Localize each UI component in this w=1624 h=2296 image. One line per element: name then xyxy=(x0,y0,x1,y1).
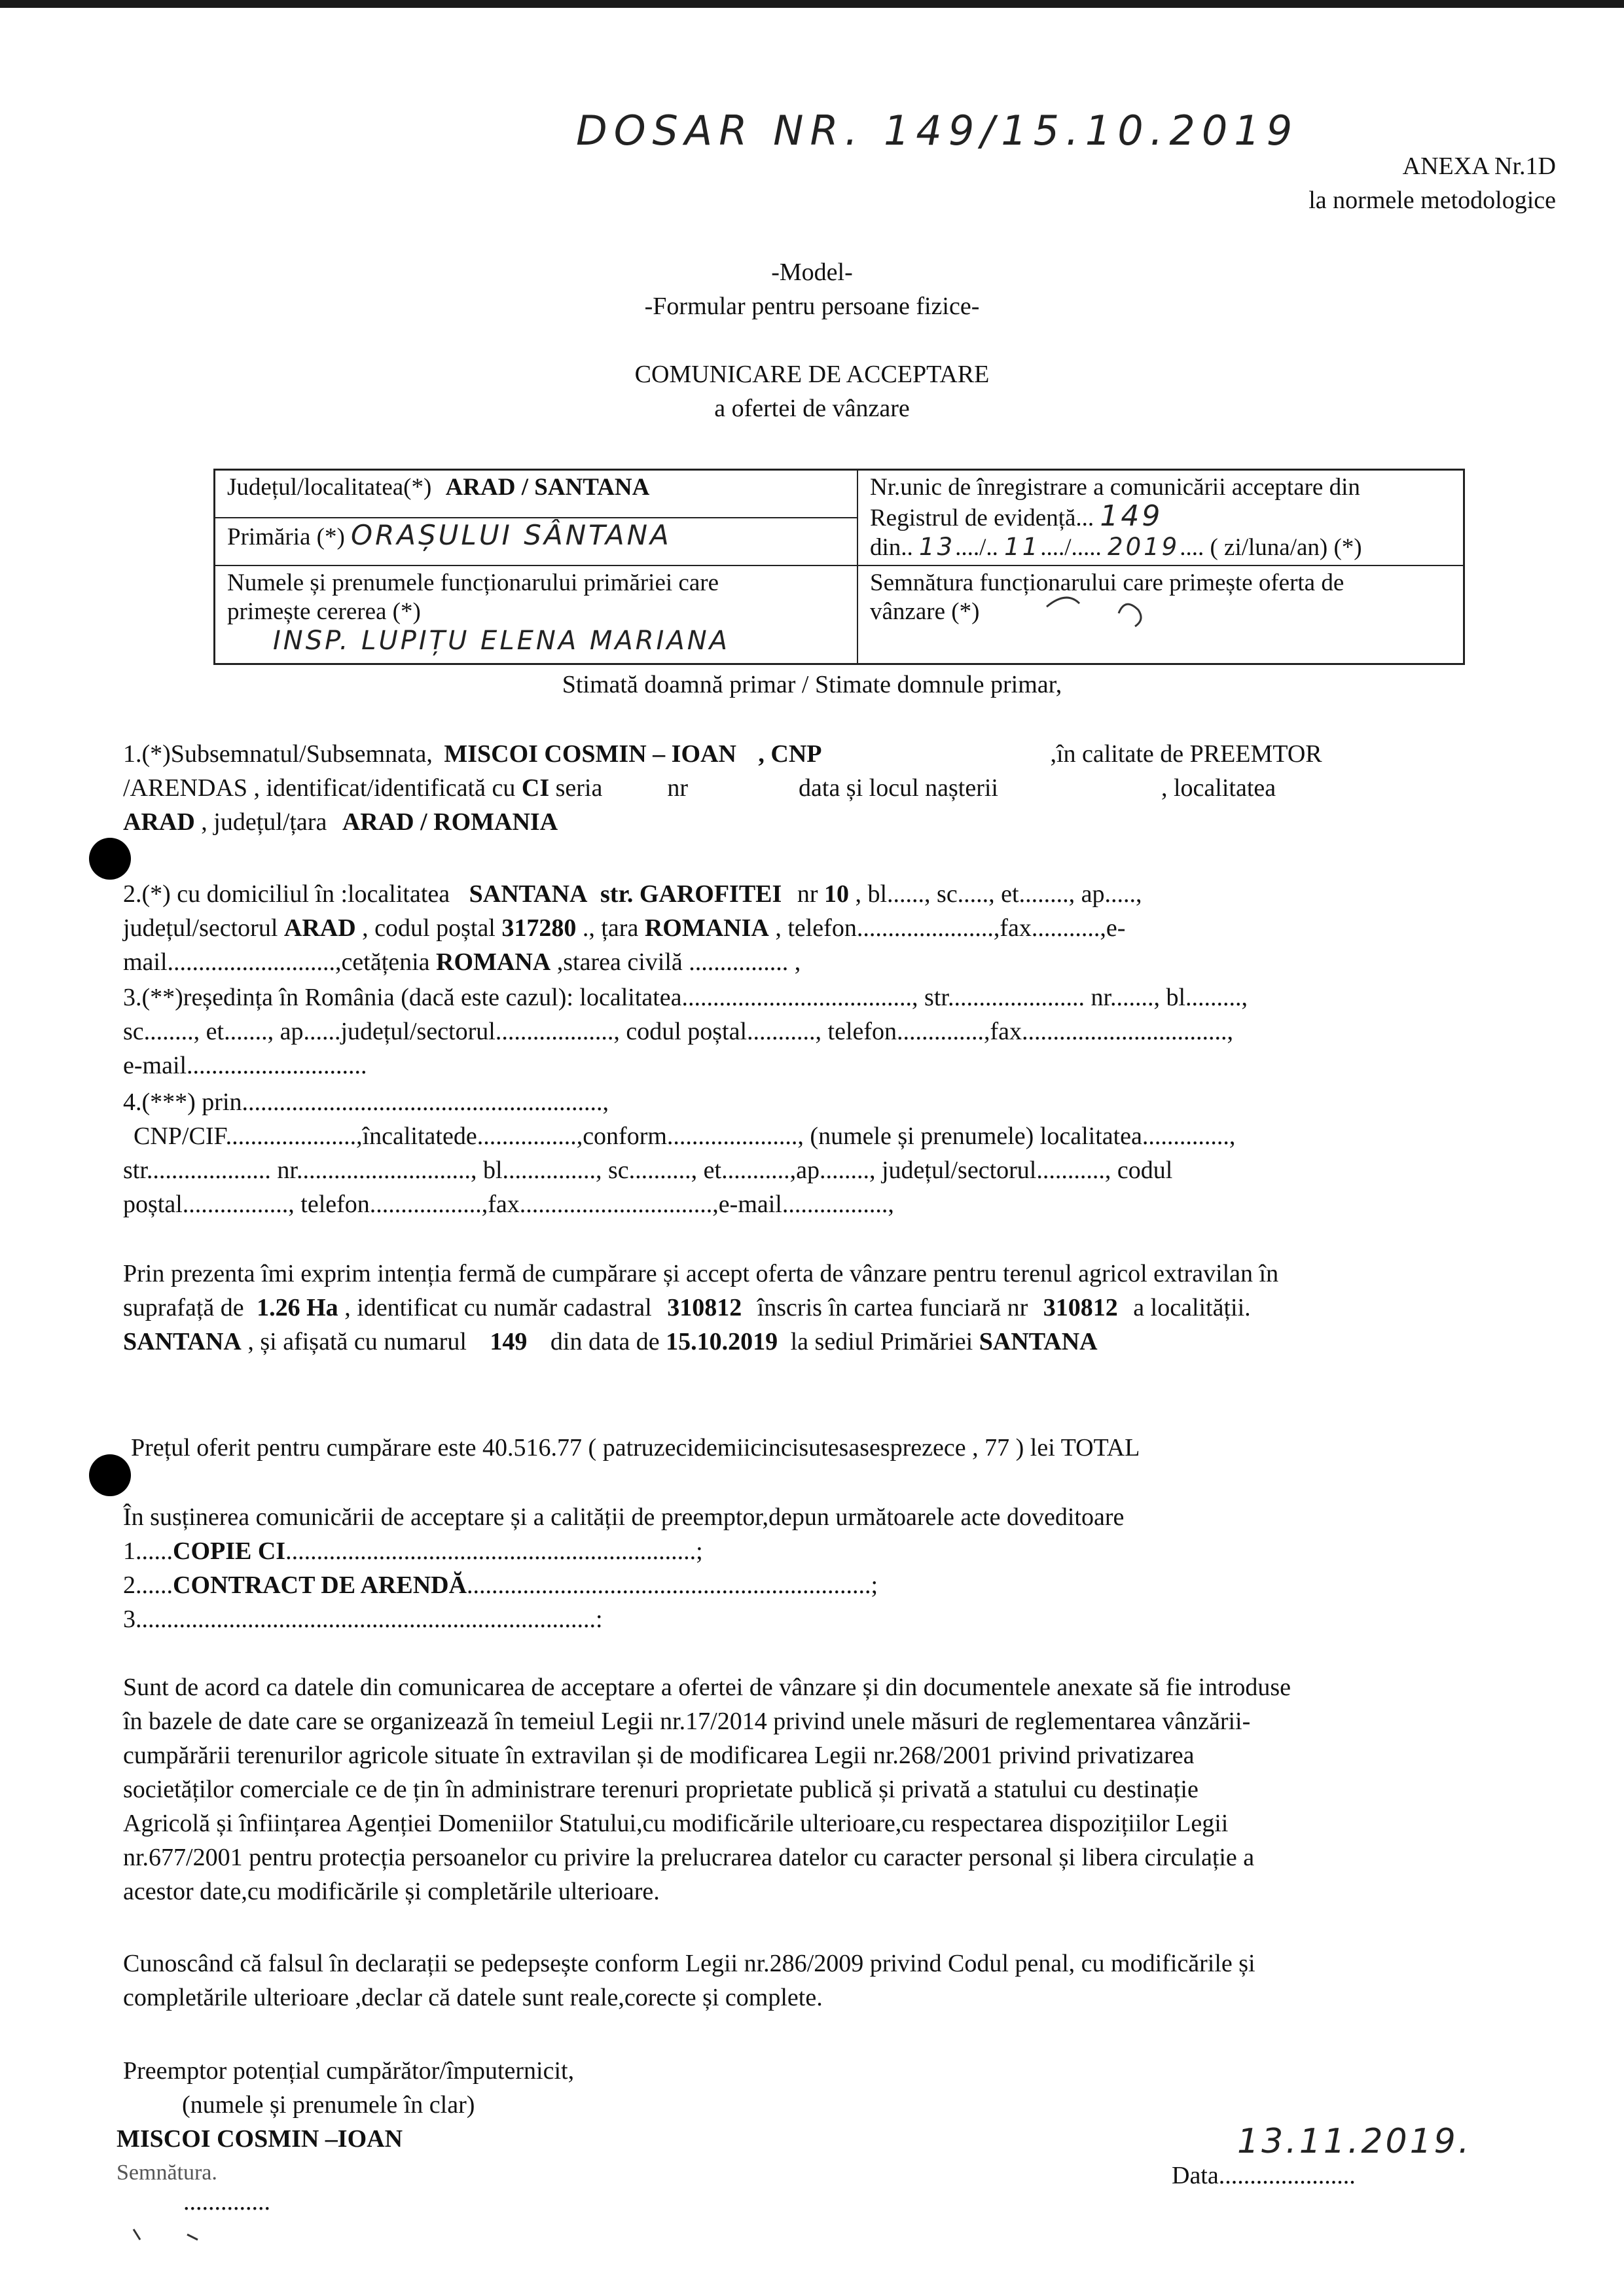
domicile-street: GAROFITEI xyxy=(639,880,782,908)
residence-line-1: 3.(**)reședința în România (dacă este cazul): localitatea....................................., str...................... nr......., bl........., xyxy=(123,984,1248,1011)
scan-mark xyxy=(131,2225,209,2251)
intention-line-3 xyxy=(123,1326,1537,1357)
section-domicile xyxy=(123,878,1537,978)
domicile-country: ROMANIA xyxy=(644,914,769,942)
document-1-name: COPIE CI xyxy=(173,1537,286,1565)
functionar-cell xyxy=(215,565,858,664)
din-month: 11 xyxy=(1004,533,1041,561)
id-type: CI xyxy=(521,774,550,802)
nr-inregistrare-cell xyxy=(857,470,1464,566)
text: , localitatea xyxy=(1161,774,1276,802)
text: 2...... xyxy=(123,1571,173,1599)
consent-line: cumpărării terenurilor agricole situate în extravilan și de modificarea Legii nr.268/2001 privind privatizarea xyxy=(123,1742,1195,1769)
consent-line: acestor date,cu modificările și completările ulterioare. xyxy=(123,1878,660,1905)
registration-table xyxy=(213,469,1465,665)
text: 1.(*)Subsemnatul/Subsemnata, xyxy=(123,740,433,768)
judet-label: Județul/localitatea(*) xyxy=(227,474,432,501)
text: nr xyxy=(667,774,689,802)
section-residence xyxy=(123,982,1537,1081)
proxy-line-4: poștal................., telefon..................,fax...............................,e-mail................., xyxy=(123,1191,894,1218)
signatory-hint: (numele și prenumele în clar) xyxy=(182,2091,475,2119)
date-label: Data...................... xyxy=(1172,2162,1356,2189)
judet-value: ARAD / SANTANA xyxy=(445,474,650,501)
nr-label-2: Registrul de evidență... xyxy=(870,505,1094,531)
text: la sediul Primăriei xyxy=(790,1328,973,1355)
domicile-line-3 xyxy=(123,946,1537,978)
din-format: ( zi/luna/an) (*) xyxy=(1210,534,1362,561)
section-consent xyxy=(123,1672,1537,1907)
section-documents xyxy=(123,1501,1537,1635)
documents-intro: În susținerea comunicării de acceptare și a calității de preemptor,depun următoarele acte doveditoare xyxy=(123,1503,1125,1531)
posting-date: 15.10.2019 xyxy=(666,1328,778,1355)
declaration-line: completările ulterioare ,declar că datele sunt reale,corecte și complete. xyxy=(123,1984,823,2011)
signatory-name: MISCOI COSMIN –IOAN xyxy=(117,2125,403,2153)
functionar-label-2: primește cererea (*) xyxy=(227,598,421,625)
domicile-county: ARAD xyxy=(283,914,356,942)
din-year: 2019 xyxy=(1108,533,1180,561)
document-2 xyxy=(123,1570,1537,1601)
scan-top-edge xyxy=(0,0,1624,8)
land-area: 1.26 Ha xyxy=(257,1294,338,1321)
cnp-label: , CNP xyxy=(758,740,822,768)
formular-label: -Formular pentru persoane fizice- xyxy=(644,293,980,320)
residence-line-2: sc........, et......., ap......județul/sectorul..................., codul poștal..........., telefon..............,fax................................., xyxy=(123,1018,1234,1045)
date-handwritten: 13.11.2019. xyxy=(1237,2122,1472,2161)
anexa-sub: la normele metodologice xyxy=(1308,187,1556,214)
text: , și afișată cu numarul xyxy=(247,1328,467,1355)
primaria-label: Primăria (*) xyxy=(227,523,345,550)
consent-line: Sunt de acord ca datele din comunicarea de acceptare a ofertei de vânzare și din documentele anexate să fie introduse xyxy=(123,1674,1291,1701)
signature-label: Semnătura. xyxy=(117,2161,217,2185)
din-day: 13 xyxy=(919,533,956,561)
text: ,starea civilă ................ , xyxy=(556,948,801,976)
text: ,în calitate de PREEMTOR xyxy=(1050,740,1322,768)
text: seria xyxy=(555,774,603,802)
text: ., țara xyxy=(582,914,639,942)
text: data și locul nașterii xyxy=(799,774,998,802)
proxy-line-2: CNP/CIF.....................,încalitatede................,conform....................., (numele și prenumele) localitatea.............., xyxy=(134,1122,1236,1150)
nr-label-1: Nr.unic de înregistrare a comunicării acceptare din xyxy=(870,474,1360,501)
dosar-handwritten: DOSAR NR. 149/15.10.2019 xyxy=(576,107,1299,154)
text: suprafață de xyxy=(123,1294,244,1321)
domicile-line-1 xyxy=(123,878,1537,910)
identity-line-2 xyxy=(123,772,1537,804)
document-2-name: CONTRACT DE ARENDĂ xyxy=(173,1571,467,1599)
section-declaration xyxy=(123,1948,1537,2013)
greeting: Stimată doamnă primar / Stimate domnule primar, xyxy=(562,671,1062,698)
text: , codul poștal xyxy=(362,914,496,942)
binder-hole-mark xyxy=(89,1454,131,1496)
land-book-number: 310812 xyxy=(1043,1294,1118,1321)
text: înscris în cartea funciară nr xyxy=(757,1294,1028,1321)
intention-line-2 xyxy=(123,1292,1537,1323)
text: a localității. xyxy=(1133,1294,1251,1321)
semnatura-label-2: vânzare (*) xyxy=(870,598,980,625)
signature-dots: .............. xyxy=(183,2188,270,2215)
nr-handwritten: 149 xyxy=(1100,499,1163,533)
text: , identificat cu număr cadastral xyxy=(344,1294,652,1321)
text: , telefon......................,fax...........,e- xyxy=(775,914,1126,942)
identity-line-1 xyxy=(123,738,1537,770)
anexa-label: ANEXA Nr.1D xyxy=(1402,152,1556,180)
text: 2.(*) cu domiciliul în :localitatea xyxy=(123,880,450,908)
birth-country: ARAD / ROMANIA xyxy=(342,808,558,836)
residence-line-3: e-mail............................. xyxy=(123,1052,367,1079)
section-proxy xyxy=(123,1086,1537,1220)
locality: SANTANA xyxy=(123,1328,242,1355)
text: 1...... xyxy=(123,1537,173,1565)
city-hall: SANTANA xyxy=(979,1328,1098,1355)
domicile-number: 10 xyxy=(823,880,849,908)
page-subtitle: a ofertei de vânzare xyxy=(714,395,910,422)
text: , bl......, sc....., et........, ap....., xyxy=(855,880,1142,908)
postal-code: 317280 xyxy=(501,914,577,942)
consent-line: nr.677/2001 pentru protecția persoanelor cu privire la prelucrarea datelor cu caracter personal și libera circulație a xyxy=(123,1844,1255,1871)
domicile-locality: SANTANA xyxy=(469,880,588,908)
text: din data de xyxy=(550,1328,660,1355)
text: județul/sectorul xyxy=(123,914,278,942)
semnatura-cell xyxy=(857,565,1464,664)
text: /ARENDAS , identificat/identificată cu xyxy=(123,774,516,802)
din-row: din.. 13..../.. 11..../..... 2019.... ( zi/luna/an) (*) xyxy=(870,533,1362,561)
text: .................................................................; xyxy=(467,1571,878,1599)
text: str. xyxy=(600,880,634,908)
text: mail...........................,cetățenia xyxy=(123,948,430,976)
consent-line: societăților comerciale ce de țin în administrare terenuri proprietate publică și privată a statului cu destinație xyxy=(123,1776,1199,1803)
section-intention xyxy=(123,1258,1537,1357)
document-1 xyxy=(123,1535,1537,1567)
judet-cell xyxy=(215,470,858,518)
identity-line-3 xyxy=(123,806,1537,838)
text: ..................................................................; xyxy=(285,1537,703,1565)
section-identity xyxy=(123,738,1537,838)
consent-line: Agricolă și înființarea Agenției Domeniilor Statului,cu modificările ulterioare,cu respectarea dispozițiilor Legii xyxy=(123,1810,1229,1837)
page-title: COMUNICARE DE ACCEPTARE xyxy=(634,361,990,388)
functionar-signature-mark xyxy=(1040,587,1236,633)
primaria-handwritten: ORAȘULUI SÂNTANA xyxy=(351,518,672,551)
model-label: -Model- xyxy=(771,259,853,286)
intention-line-1: Prin prezenta îmi exprim intenția fermă de cumpărare și accept oferta de vânzare pentru terenul agricol extravilan în xyxy=(123,1260,1279,1287)
offered-price: Prețul oferit pentru cumpărare este 40.516.77 ( patruzecidemiicincisutesasesprezece , 77 ) lei TOTAL xyxy=(131,1434,1140,1462)
functionar-handwritten: INSP. LUPIȚU ELENA MARIANA xyxy=(273,626,731,656)
semnatura-label-1: Semnătura funcționarului care primește oferta de xyxy=(870,569,1344,596)
din-label: din.. xyxy=(870,534,913,561)
nr-label-2-row xyxy=(870,499,1451,533)
consent-line: în bazele de date care se organizează în temeiul Legii nr.17/2014 privind unele măsuri de reglementarea vânzării- xyxy=(123,1708,1251,1735)
signatory-role: Preemptor potențial cumpărător/împuternicit, xyxy=(123,2057,575,2085)
text: , județul/țara xyxy=(201,808,327,836)
citizenship: ROMANA xyxy=(436,948,551,976)
birth-city: ARAD xyxy=(123,808,195,836)
applicant-name: MISCOI COSMIN – IOAN xyxy=(444,740,736,768)
cadastral-number: 310812 xyxy=(667,1294,742,1321)
proxy-line-3: str.................... nr............................, bl..............., sc.........., et...........,ap........, județul/sectorul..........., codul xyxy=(123,1157,1173,1184)
proxy-line-1: 4.(***) prin.........................................................., xyxy=(123,1088,609,1116)
binder-hole-mark xyxy=(89,838,131,880)
posting-number: 149 xyxy=(490,1328,528,1355)
primaria-cell xyxy=(215,518,858,565)
declaration-line: Cunoscând că falsul în declarații se pedepsește conform Legii nr.286/2009 privind Codul penal, cu modificările și xyxy=(123,1950,1255,1977)
document-3: 3..........................................................................: xyxy=(123,1605,603,1633)
domicile-line-2 xyxy=(123,912,1537,944)
text: nr xyxy=(797,880,818,908)
functionar-label-1: Numele și prenumele funcționarului primăriei care xyxy=(227,569,719,596)
